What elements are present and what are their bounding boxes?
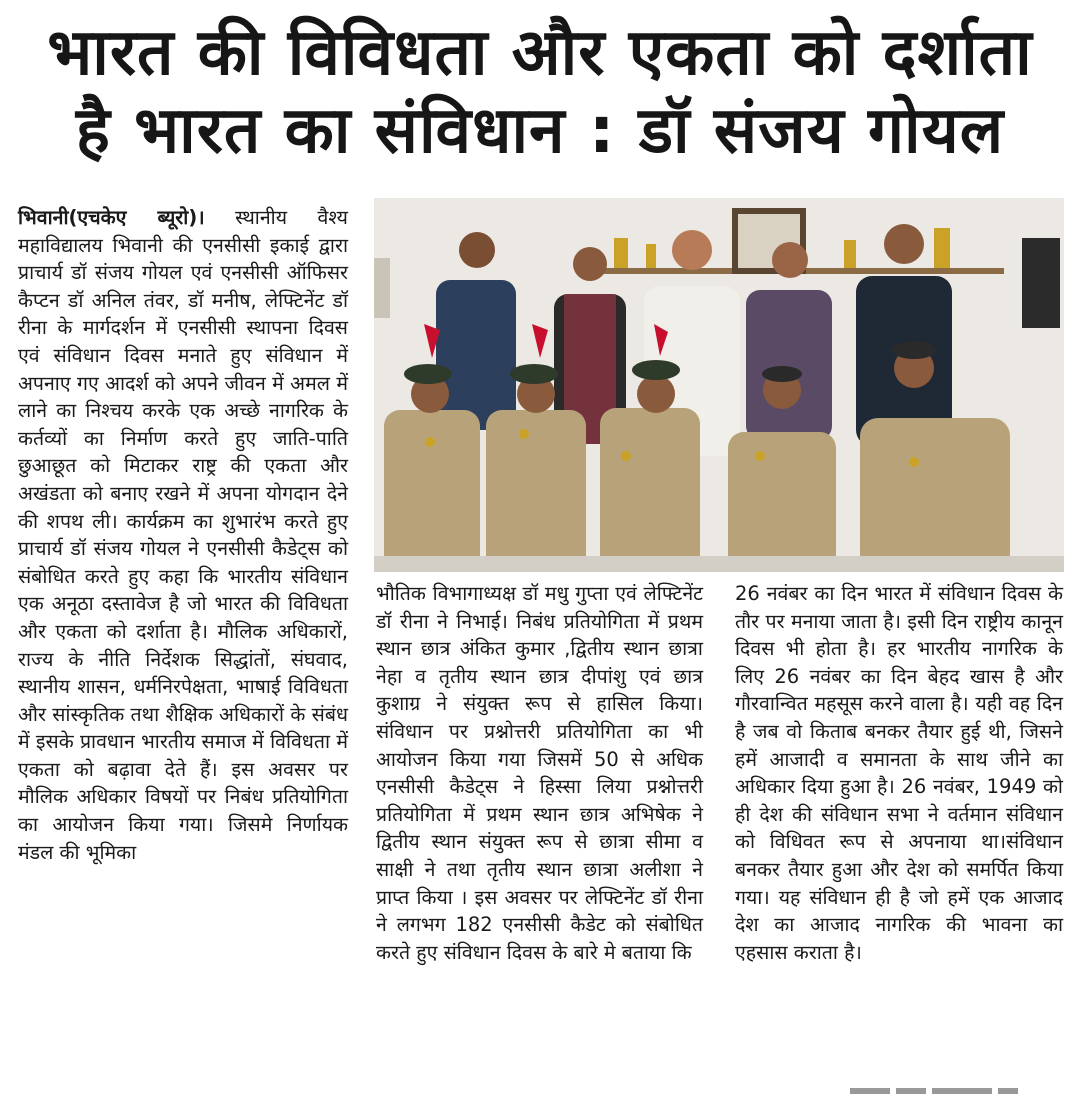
dateline: भिवानी(एचकेए ब्यूरो)। <box>18 206 205 229</box>
group-photo-ncc-cadets <box>374 198 1064 572</box>
article-column-left <box>18 204 348 866</box>
right-column-text: 26 नवंबर का दिन भारत में संविधान दिवस के तौर पर मनाया जाता है। इसी दिन राष्ट्रीय कानून दिवस भी होता है। हर भारतीय नागरिक के लिए 26 नवंबर का दिन बेहद खास है और गौरवान्वित महसूस करने वाला है। यही वह दिन है जब वो किताब बनकर तैयार हुई थी, जिसने हमें आजादी व समानता के साथ जीने का अधिकार दिया हुआ है। 26 नवंबर, 1949 को ही देश की संविधान सभा ने वर्तमान संविधान को विधिवत रूप से अपनाया था।संविधान बनकर तैयार हुआ और देश को समर्पित किया गया। यह संविधान ही है जो हमें एक आजाद देश का आजाद नागरिक की भावना का एहसास कराता है। <box>735 582 1064 964</box>
article-column-right <box>735 580 1063 966</box>
middle-column-text: भौतिक विभागाध्यक्ष डॉ मधु गुप्ता एवं लेफ्टिनेंट डॉ रीना ने निभाई। निबंध प्रतियोगिता में प्रथम स्थान छात्र अंकित कुमार ,द्वितीय स्थान छात्रा नेहा व तृतीय स्थान छात्र दीपांशु एवं छात्र कुशाग्र ने संयुक्त रूप से हासिल किया। संविधान पर प्रश्नोत्तरी प्रतियोगिता का भी आयोजन किया गया जिसमें 50 से अधिक एनसीसी कैडेट्स ने हिस्सा लिया प्रश्नोत्तरी प्रतियोगिता में प्रथम स्थान छात्र अभिषेक ने द्वितीय स्थान संयुक्त रूप से छात्रा सीमा व साक्षी ने तथा तृतीय स्थान छात्रा अलीशा ने प्राप्त किया । इस अवसर पर लेफ्टिनेंट डॉ रीना ने लगभग 182 एनसीसी कैडेट को संबोधित करते हुए संविधान दिवस के बारे मे बताया कि <box>376 582 703 964</box>
cropped-footer-mark <box>850 1079 1060 1087</box>
headline-line-2: है भारत का संविधान : डॉ संजय गोयल <box>75 94 1005 168</box>
headline-line-1: भारत की विविधता और एकता को दर्शाता <box>47 16 1033 90</box>
article-column-middle <box>376 580 703 966</box>
news-photo <box>374 198 1064 572</box>
left-column-text: स्थानीय वैश्य महाविद्यालय भिवानी की एनसीसी इकाई द्वारा प्राचार्य डॉ संजय गोयल एवं एनसीसी ऑफिसर कैप्टन डॉ अनिल तंवर, डॉ मनीष, लेफ्टिनेंट डॉ रीना के मार्गदर्शन में एनसीसी स्थापना दिवस एवं संविधान दिवस मनाते हुए संविधान में अपनाए गए आदर्श को अपने जीवन में अमल में लाने का निश्चय करके एक अच्छे नागरिक के कर्तव्यों का निर्माण करते हुए जाति-पाति छुआछूत को मिटाकर राष्ट्र की एकता और अखंडता को बनाए रखने में अपना योगदान देने की शपथ ली। कार्यक्रम का शुभारंभ करते हुए प्राचार्य डॉ संजय गोयल ने एनसीसी कैडेट्स को संबोधित करते हुए कहा कि भारतीय संविधान एक अनूठा दस्तावेज है जो भारत की विविधता और एकता को दर्शाता है। मौलिक अधिकारों, राज्य के नीति निर्देशक सिद्धांतों, संघवाद, स्थानीय शासन, धर्मनिरपेक्षता, भाषाई विविधता और सांस्कृतिक तथा शैक्षिक अधिकारों के संबंध में इसके प्रावधान भारतीय समाज में विविधता में एकता को बढ़ावा देते हैं। इस अवसर पर मौलिक अधिकार विषयों पर निबंध प्रतियोगिता का आयोजन किया गया। जिसमे निर्णायक मंडल की भूमिका <box>18 206 348 864</box>
headline <box>0 14 1080 170</box>
